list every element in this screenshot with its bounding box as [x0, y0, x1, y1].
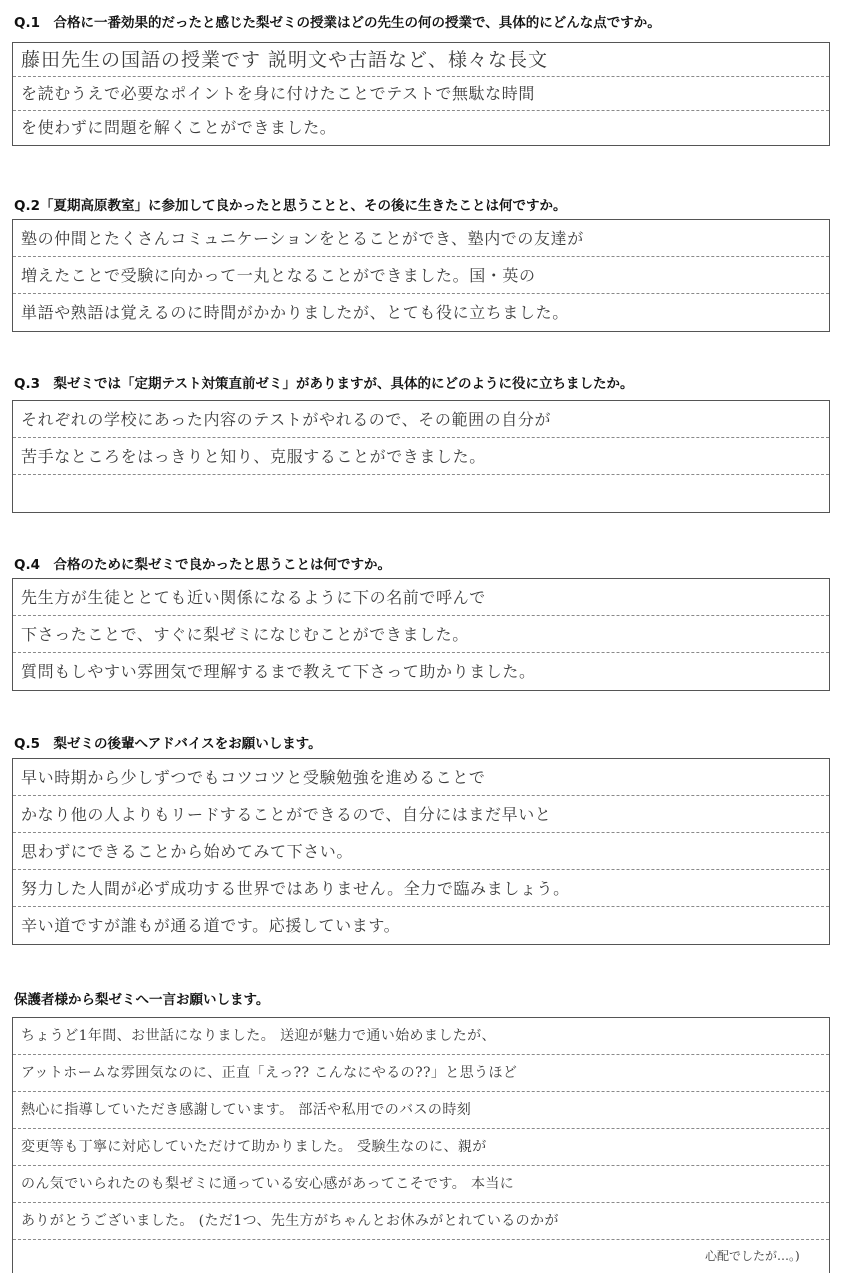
answer-2-line: 塾の仲間とたくさんコミュニケーションをとることができ、塾内での友達が [13, 220, 829, 257]
answer-2-line: 増えたことで受験に向かって一丸となることができました。国・英の [13, 257, 829, 294]
answer-5-line: 思わずにできることから始めてみて下さい。 [13, 833, 829, 870]
parents-comment-box [12, 1017, 830, 1273]
answer-4-box [12, 578, 830, 691]
answer-1-line: を読むうえで必要なポイントを身に付けたことでテストで無駄な時間 [13, 77, 829, 111]
answer-5-box [12, 758, 830, 945]
answer-5-line: 早い時期から少しずつでもコツコツと受験勉強を進めることで [13, 759, 829, 796]
answer-3-box [12, 400, 830, 513]
parents-comment-line: のん気でいられたのも梨ゼミに通っている安心感があってこそです。 本当に [13, 1166, 829, 1203]
answer-5-line: かなり他の人よりもリードすることができるので、自分にはまだ早いと [13, 796, 829, 833]
parents-comment-line: ちょうど1年間、お世話になりました。 送迎が魅力で通い始めましたが、 [13, 1018, 829, 1055]
question-2-title: Q.2「夏期高原教室」に参加して良かったと思うことと、その後に生きたことは何ですか。 [14, 198, 567, 214]
answer-1-box [12, 42, 830, 146]
answer-4-line: 先生方が生徒ととても近い関係になるように下の名前で呼んで [13, 579, 829, 616]
answer-1-line: 藤田先生の国語の授業です 説明文や古語など、様々な長文 [13, 43, 829, 77]
parents-comment-line: アットホームな雰囲気なのに、正直「えっ?? こんなにやるの??」と思うほど [13, 1055, 829, 1092]
answer-4-line: 質問もしやすい雰囲気で理解するまで教えて下さって助かりました。 [21, 662, 536, 681]
answer-5-line: 辛い道ですが誰もが通る道です。応援しています。 [21, 916, 401, 935]
answer-3-line: それぞれの学校にあった内容のテストがやれるので、その範囲の自分が [13, 401, 829, 438]
answer-2-line: 単語や熟語は覚えるのに時間がかかりましたが、とても役に立ちました。 [21, 303, 569, 322]
question-4-title: Q.4 合格のために梨ゼミで良かったと思うことは何ですか。 [14, 557, 391, 573]
question-3-title: Q.3 梨ゼミでは「定期テスト対策直前ゼミ」がありますが、具体的にどのように役に立ちましたか。 [14, 376, 634, 392]
parents-comment-line: 変更等も丁寧に対応していただけて助かりました。 受験生なのに、親が [13, 1129, 829, 1166]
answer-4-line: 下さったことで、すぐに梨ゼミになじむことができました。 [13, 616, 829, 653]
answer-3-line [13, 475, 829, 512]
parents-comment-line: 熱心に指導していただき感謝しています。 部活や私用でのバスの時刻 [13, 1092, 829, 1129]
question-5-title: Q.5 梨ゼミの後輩へアドバイスをお願いします。 [14, 736, 322, 752]
answer-2-box [12, 219, 830, 332]
parents-comment-line: ありがとうございました。 (ただ1つ、先生方がちゃんとお休みがとれているのかが [13, 1203, 829, 1240]
answer-3-line: 苦手なところをはっきりと知り、克服することができました。 [13, 438, 829, 475]
parents-comment-title: 保護者様から梨ゼミへ一言お願いします。 [14, 992, 270, 1008]
answer-1-line: を使わずに問題を解くことができました。 [21, 118, 337, 137]
answer-5-line: 努力した人間が必ず成功する世界ではありません。全力で臨みましょう。 [13, 870, 829, 907]
parents-comment-note: 心配でしたが…。) [705, 1249, 800, 1263]
question-1-title: Q.1 合格に一番効果的だったと感じた梨ゼミの授業はどの先生の何の授業で、具体的にどんな点ですか。 [14, 15, 661, 31]
